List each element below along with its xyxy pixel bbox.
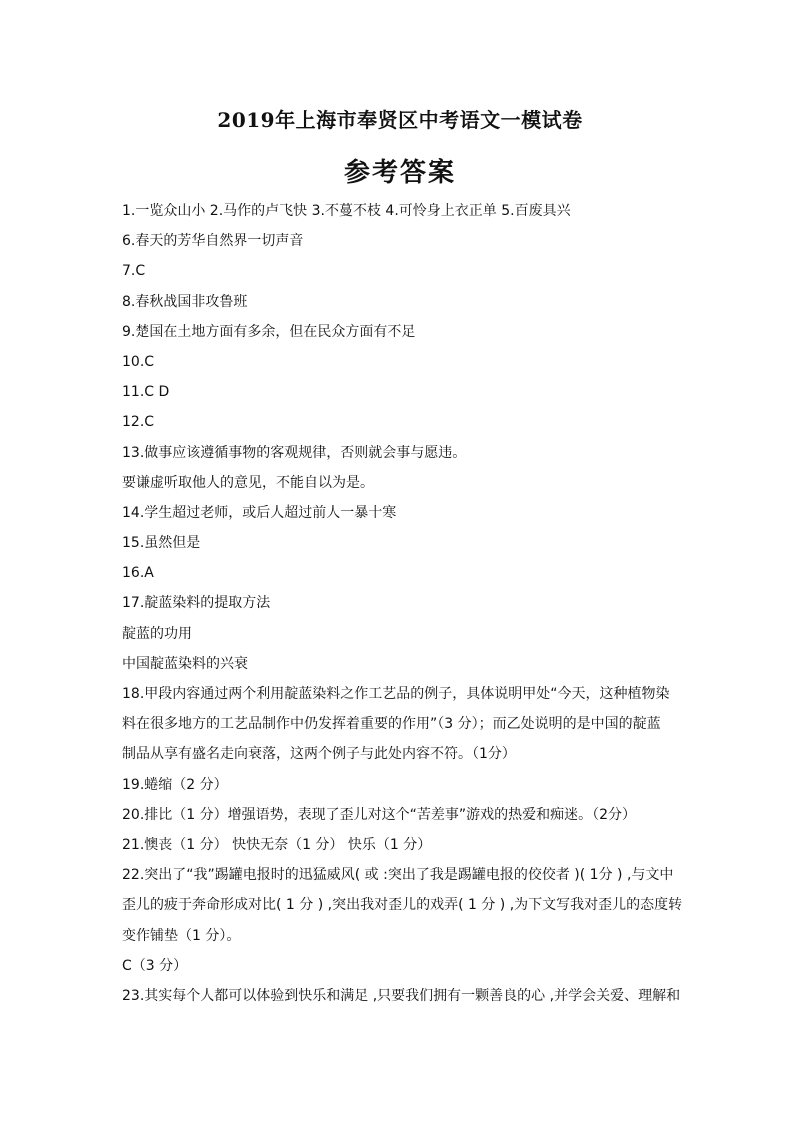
answer-line: 21.懊丧（1 分） 快快无奈（1 分） 快乐（1 分）	[122, 836, 432, 853]
answer-line: 料在很多地方的工艺品制作中仍发挥着重要的作用”（3 分）；而乙处说明的是中国的靛蓝	[122, 716, 661, 733]
answer-line: 歪儿的疲于奔命形成对比( 1 分 ) ,突出我对歪儿的戏弄( 1 分 ) ,为下文写我对歪儿的态度转	[122, 897, 683, 914]
answer-line: 10.C	[122, 353, 155, 370]
answer-line: 靛蓝的功用	[122, 625, 192, 642]
answer-line: 中国靛蓝染料的兴衰	[122, 655, 248, 672]
answer-line: 22.突出了“我”踢罐电报时的迅猛威风( 或 :突出了我是踢罐电报的佼佼者 )( 1分 ) ,与文中	[122, 867, 674, 884]
answer-line: 23.其实每个人都可以体验到快乐和满足 ,只要我们拥有一颗善良的心 ,并学会关爱、理解和	[122, 987, 681, 1004]
answer-line: 6.春天的芳华自然界一切声音	[122, 233, 304, 250]
answer-line: 变作铺垫（1 分）。	[122, 927, 241, 944]
answer-line: 18.甲段内容通过两个利用靛蓝染料之作工艺品的例子，具体说明甲处“今天，这种植物染	[122, 686, 670, 702]
answer-line: 8.春秋战国非攻鲁班	[122, 293, 248, 310]
answer-line: 16.A	[122, 565, 154, 582]
answer-line: 19.蜷缩（2 分）	[122, 776, 228, 793]
answer-line: 要谦虚听取他人的意见，不能自以为是。	[122, 474, 374, 491]
answer-line: 制品从享有盛名走向衰落，这两个例子与此处内容不符。（1分）	[122, 746, 516, 763]
answer-list	[122, 196, 688, 1011]
answer-line: 9.楚国在土地方面有多余，但在民众方面有不足	[122, 323, 416, 340]
answer-line: 17.靛蓝染料的提取方法	[122, 595, 271, 612]
answer-line: 12.C	[122, 414, 155, 431]
answer-key-heading: 参考答案	[343, 158, 456, 188]
answer-line: 11.C D	[122, 384, 170, 401]
answer-line: 7.C	[122, 263, 146, 280]
document-title: 2019年上海市奉贤区中考语文一模试卷	[217, 108, 583, 132]
answer-line: 15.虽然但是	[122, 535, 201, 552]
answer-line: 13.做事应该遵循事物的客观规律，否则就会事与愿违。	[122, 444, 467, 461]
answer-line: C（3 分）	[122, 957, 188, 974]
answer-line: 14.学生超过老师，或后人超过前人一暴十寒	[122, 504, 397, 521]
answer-line: 20.排比（1 分）增强语势，表现了歪儿对这个“苦差事”游戏的热爱和痴迷。（2分）	[122, 806, 637, 823]
answer-line: 1.一览众山小 2.马作的卢飞快 3.不蔓不枝 4.可怜身上衣正单 5.百废具兴	[122, 203, 571, 219]
